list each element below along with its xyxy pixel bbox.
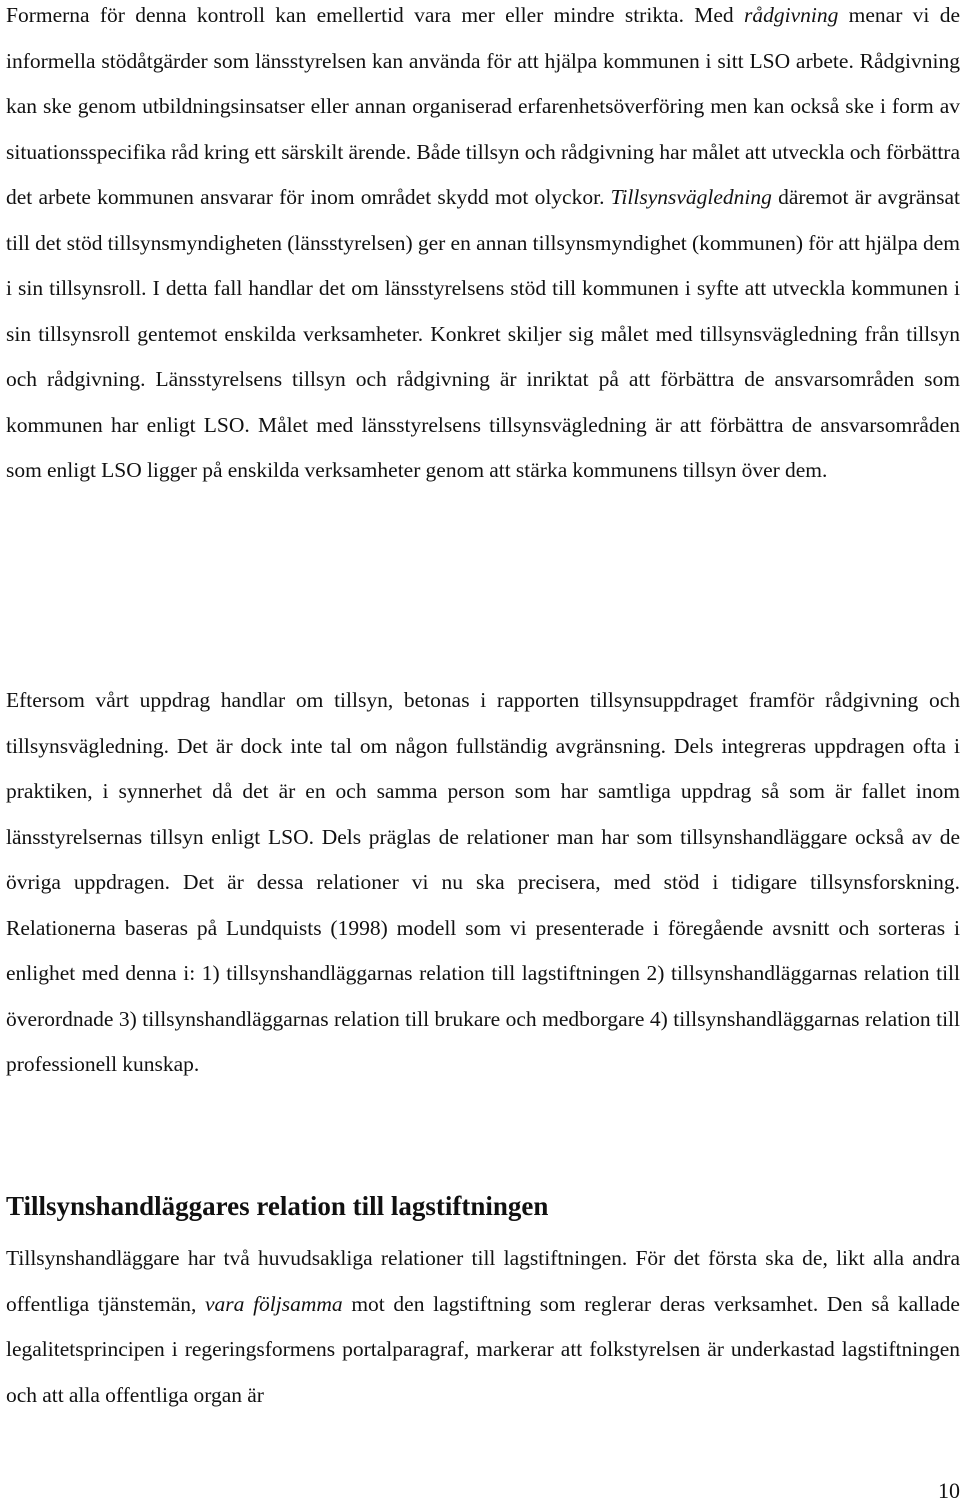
body-paragraph — [6, 678, 960, 1088]
term-radgivning: rådgivning — [743, 3, 839, 27]
paragraph-text: menar vi de informella stödåtgärder som länsstyrelsen kan använda för att hjälpa kommunen i sitt LSO arbete. Rådgivning kan ske genom utbildningsinsatser eller annan organiserad erfarenhetsöverföring men kan också ske i form av situationsspecifika råd kring ett särskilt ärende. Både tillsyn och rådgivning har målet att utveckla och förbättra det arbete kommunen ansvarar för inom området skydd mot olyckor. — [6, 3, 960, 209]
paragraph-text: Formerna för denna kontroll kan emellertid vara mer eller mindre strikta. Med — [6, 3, 744, 27]
paragraph-text: Tillsynshandläggare har två huvudsakliga relationer till lagstiftningen. För det första ska de, likt alla andra offentliga tjänstemän, — [6, 1246, 960, 1316]
term-tillsynsvagledning: Tillsynsvägledning — [610, 185, 772, 209]
paragraph-text: Eftersom vårt uppdrag handlar om tillsyn, betonas i rapporten tillsynsuppdraget framför rådgivning och tillsynsvägledning. Det är dock inte tal om någon fullständig avgränsning. Dels integreras uppdragen ofta i praktiken, i synnerhet då det är en och samma person som har samtliga uppdrag så som är fallet inom länsstyrelsernas tillsyn enligt LSO. Dels präglas de relationer man har som tillsynshandläggare också av de övriga uppdragen. Det är dessa relationer vi nu ska precisera, med stöd i tidigare tillsynsforskning. Relationerna baseras på Lundquists (1998) modell som vi presenterade i föregående avsnitt och sorteras i enlighet med denna i: 1) tillsynshandläggarnas relation till lagstiftningen 2) tillsynshandläggarnas relation till överordnade 3) tillsynshandläggarnas relation till brukare och medborgare 4) tillsynshandläggarnas relation till professionell kunskap. — [6, 688, 960, 1076]
body-paragraph — [6, 0, 960, 494]
term-vara-foljsamma: vara följsamma — [205, 1291, 343, 1316]
paragraph-text: däremot är avgränsat till det stöd tillsynsmyndigheten (länsstyrelsen) ger en annan tillsynsmyndighet (kommunen) för att hjälpa dem i sin tillsynsroll. I detta fall handlar det om länsstyrelsens stöd till kommunen i syfte att utveckla kommunen i sin tillsynsroll gentemot enskilda verksamheter. Konkret skiljer sig målet med tillsynsvägledning från tillsyn och rådgivning. Länsstyrelsens tillsyn och rådgivning är inriktat på att förbättra de ansvarsområden som kommunen har enligt LSO. Målet med länsstyrelsens tillsynsvägledning är att förbättra de ansvarsområden som enligt LSO ligger på enskilda verksamheter genom att stärka kommunens tillsyn över dem. — [6, 185, 960, 482]
section-heading: Tillsynshandläggares relation till lagstiftningen — [6, 1191, 549, 1221]
paragraph-text: mot den lagstiftning som reglerar deras verksamhet. Den så kallade legalitetsprincipen i regeringsformens portalparagraf, markerar att folkstyrelsen är underkastad lagstiftningen och att alla offentliga organ är — [6, 1291, 960, 1407]
page-number: 10 — [938, 1478, 960, 1503]
body-paragraph — [6, 1236, 960, 1418]
